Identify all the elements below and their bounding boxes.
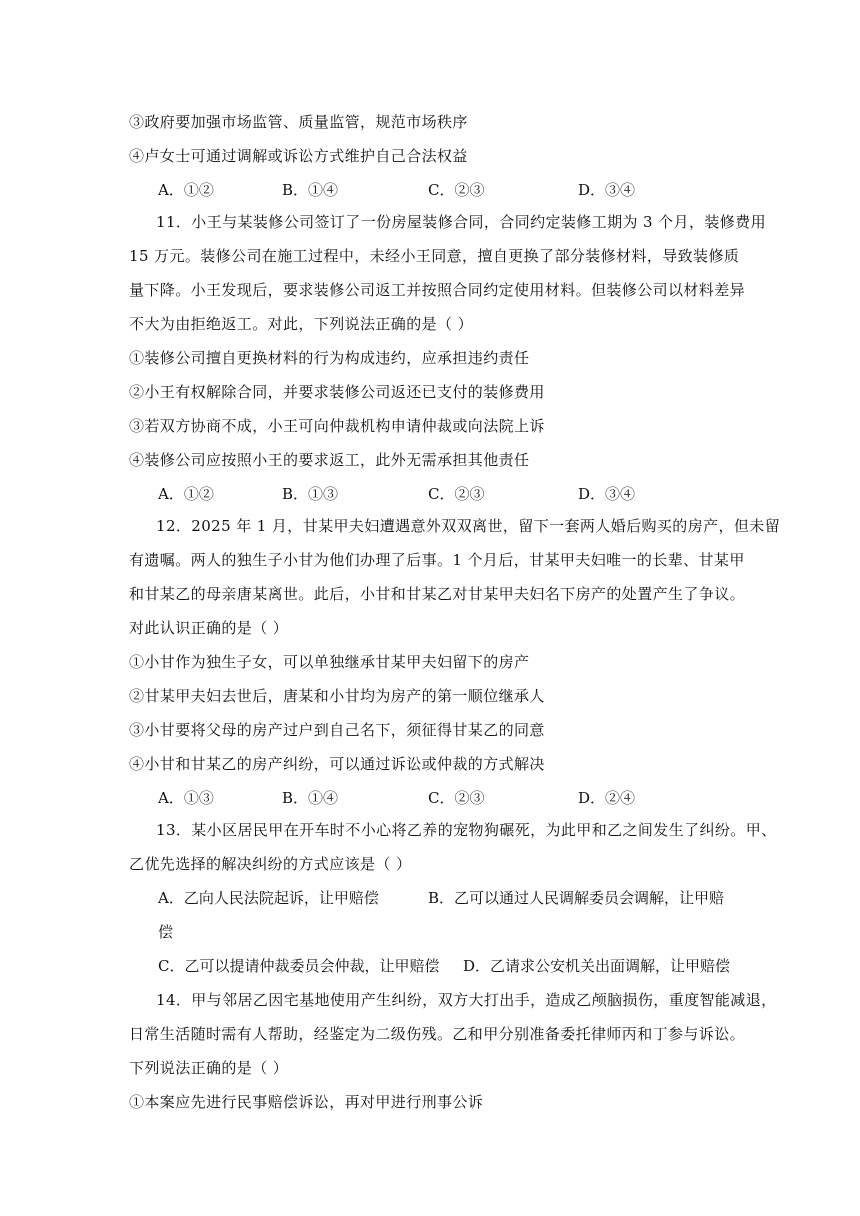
q10-option-b: B．①④ [282,181,339,199]
q10-option-c: C．②③ [428,181,485,199]
q12-options [158,787,778,807]
q13-stem-line-2: 乙优先选择的解决纠纷的方式应该是（ ） [129,855,412,873]
q11-stem-line-3: 量下降。小王发现后，要求装修公司返工并按照合同约定使用材料。但装修公司以材料差异 [129,281,746,299]
q11-options [158,483,778,503]
q11-statement-2: ②小王有权解除合同，并要求装修公司返还已支付的装修费用 [129,383,545,401]
q13-option-a: A．乙向人民法院起诉，让甲赔偿 [158,889,379,907]
q14-statement-1: ①本案应先进行民事赔偿诉讼，再对甲进行刑事公诉 [129,1093,484,1111]
q13-options-row-1 [158,887,778,907]
q11-statement-3: ③若双方协商不成，小王可向仲裁机构申请仲裁或向法院上诉 [129,417,545,435]
q14-stem-line-1: 14．甲与邻居乙因宅基地使用产生纠纷，双方大打出手，造成乙颅脑损伤，重度智能减退， [156,991,777,1009]
q12-statement-1: ①小甘作为独生子女，可以单独继承甘某甲夫妇留下的房产 [129,653,530,671]
q12-option-a: A．①③ [158,789,214,807]
q12-option-d: D．②④ [578,789,636,807]
q12-option-c: C．②③ [428,789,485,807]
q12-statement-2: ②甘某甲夫妇去世后，唐某和小甘均为房产的第一顺位继承人 [129,687,545,705]
q13-stem-line-1: 13．某小区居民甲在开车时不小心将乙养的宠物狗碾死，为此甲和乙之间发生了纠纷。甲、 [156,821,777,839]
q10-options [158,179,778,199]
q11-option-b: B．①③ [282,485,339,503]
q13-option-b-wrap: 偿 [158,923,174,941]
q12-statement-3: ③小甘要将父母的房产过户到自己名下，须征得甘某乙的同意 [129,721,545,739]
q10-statement-3: ③政府要加强市场监管、质量监管，规范市场秩序 [129,113,468,131]
q14-stem-line-3: 下列说法正确的是（ ） [129,1059,289,1077]
q14-stem-line-2: 日常生活随时需有人帮助，经鉴定为二级伤残。乙和甲分别准备委托律师丙和丁参与诉讼。 [129,1025,746,1043]
q13-option-b: B．乙可以通过人民调解委员会调解，让甲赔 [428,889,725,907]
q11-option-c: C．②③ [428,485,485,503]
q10-option-a: A．①② [158,181,214,199]
q13-options-row-2 [158,955,778,975]
q12-stem-line-4: 对此认识正确的是（ ） [129,619,289,637]
q12-stem-line-1: 12．2025 年 1 月，甘某甲夫妇遭遇意外双双离世，留下一套两人婚后购买的房产，但未留 [156,517,781,535]
q11-statement-1: ①装修公司擅自更换材料的行为构成违约，应承担违约责任 [129,349,530,367]
q10-option-d: D．③④ [578,181,636,199]
q13-option-c: C．乙可以提请仲裁委员会仲裁，让甲赔偿 [158,957,440,975]
q12-statement-4: ④小甘和甘某乙的房产纠纷，可以通过诉讼或仲裁的方式解决 [129,755,545,773]
q12-stem-line-2: 有遗嘱。两人的独生子小甘为他们办理了后事。1 个月后，甘某甲夫妇唯一的长辈、甘某甲 [129,551,745,569]
q11-option-d: D．③④ [578,485,636,503]
q11-stem-line-4: 不大为由拒绝返工。对此，下列说法正确的是（ ） [129,315,473,333]
q11-option-a: A．①② [158,485,214,503]
q13-option-d: D．乙请求公安机关出面调解，让甲赔偿 [463,957,731,975]
q12-stem-line-3: 和甘某乙的母亲唐某离世。此后，小甘和甘某乙对甘某甲夫妇名下房产的处置产生了争议。 [129,585,746,603]
q10-statement-4: ④卢女士可通过调解或诉讼方式维护自己合法权益 [129,147,468,165]
q11-statement-4: ④装修公司应按照小王的要求返工，此外无需承担其他责任 [129,451,530,469]
q11-stem-line-1: 11．小王与某装修公司签订了一份房屋装修合同，合同约定装修工期为 3 个月，装修费用 [156,213,766,231]
q11-stem-line-2: 15 万元。装修公司在施工过程中，未经小王同意，擅自更换了部分装修材料，导致装修质 [129,247,740,265]
q12-option-b: B．①④ [282,789,339,807]
